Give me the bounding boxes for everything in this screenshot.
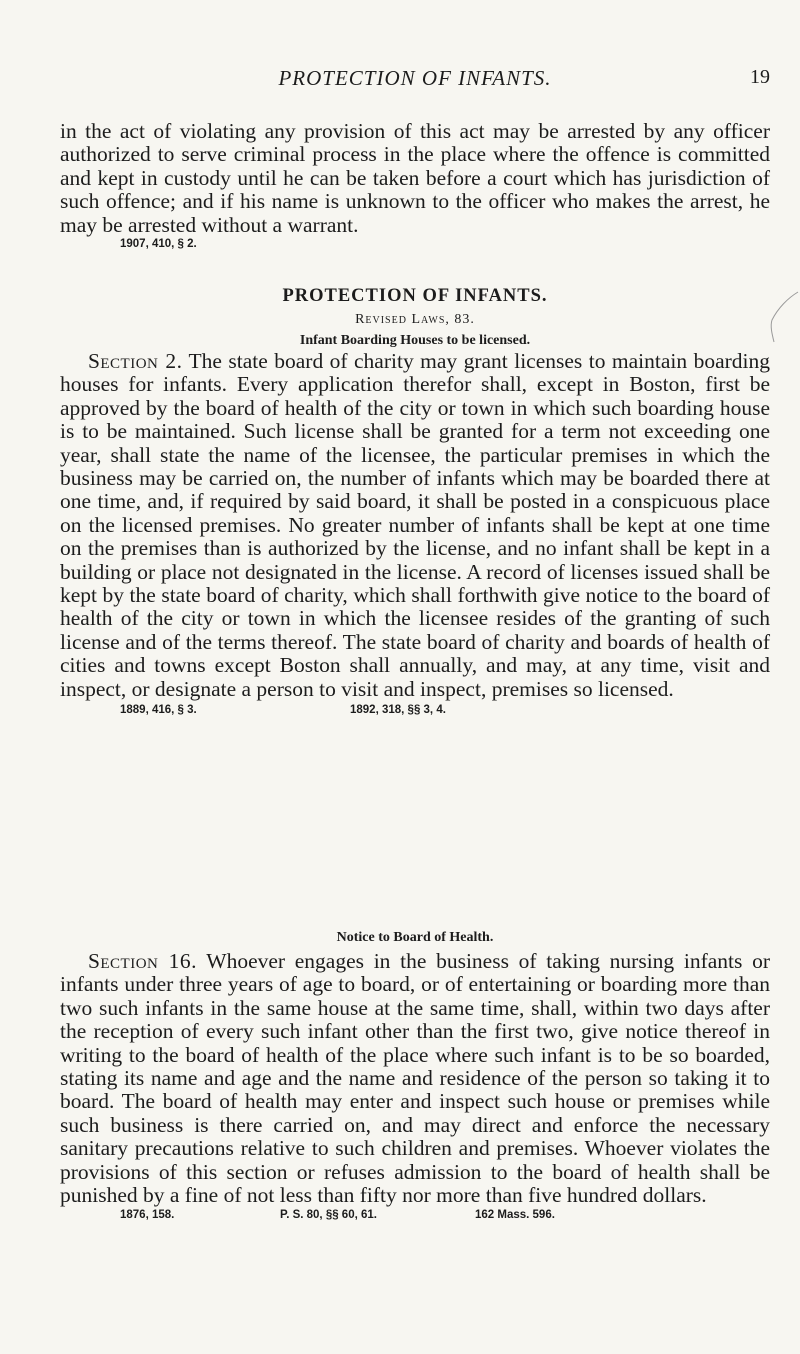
section-16-label: Section 16. bbox=[87, 949, 197, 973]
section-16-sidenote: Notice to Board of Health. bbox=[336, 930, 494, 945]
section-2 bbox=[60, 350, 770, 722]
section-2-paragraph bbox=[60, 350, 770, 701]
section-2-citation-2: 1892, 318, §§ 3, 4. bbox=[350, 704, 446, 717]
running-title: PROTECTION OF INFANTS. bbox=[278, 66, 552, 90]
margin-mark-icon bbox=[770, 290, 800, 350]
chapter-subheading: Revised Laws, 83. bbox=[355, 312, 475, 327]
section-16-citation-2: P. S. 80, §§ 60, 61. bbox=[280, 1209, 377, 1222]
section-2-citation-1: 1889, 416, § 3. bbox=[120, 704, 197, 717]
running-head bbox=[60, 66, 770, 96]
section-16-citation-3: 162 Mass. 596. bbox=[475, 1209, 555, 1222]
section-2-label: Section 2. bbox=[87, 349, 183, 373]
section-2-citations bbox=[60, 704, 770, 722]
section-2-sidenote: Infant Boarding Houses to be licensed. bbox=[299, 333, 531, 348]
chapter-header bbox=[60, 286, 770, 349]
section-16-citations bbox=[60, 1209, 770, 1227]
page-number: 19 bbox=[750, 66, 770, 88]
section-16-paragraph bbox=[60, 950, 770, 1207]
intro-paragraph: in the act of violating any provision of this act may be arrested by any officer authorized to serve criminal process in the place where the offence is committed and kept in custody until he can be taken before a court which has jurisdiction of such offence; and if his name is unknown to the officer who makes the arrest, he may be arrested without a warrant. bbox=[60, 119, 770, 237]
intro-block bbox=[60, 120, 770, 250]
section-16-text: Whoever engages in the business of taking nursing infants or infants under three years of age to board, or of entertaining or boarding more than two such infants in the same house at the same time, shall, within two days after the reception of every such infant other than the first two, give notice thereof in writing to the board of health of the place where such infant is to be so boarded, stating its name and age and the name and residence of the person so taking it to board. The board of health may enter and inspect such house or premises while such business is there carried on, and may direct and enforce the necessary sanitary precautions relative to such children and premises. Whoever violates the provisions of this section or refuses admission to the board of health shall be punished by a fine of not less than fifty nor more than five hundred dollars. bbox=[60, 949, 770, 1208]
intro-citation: 1907, 410, § 2. bbox=[120, 238, 197, 251]
section-16 bbox=[60, 930, 770, 1227]
chapter-heading: PROTECTION OF INFANTS. bbox=[282, 286, 548, 306]
section-2-text: The state board of charity may grant licenses to maintain boarding houses for infants. Every application therefor shall, except in Boston, first be approved by the board of health of the city or town in which such boarding house is to be maintained. Such license shall be granted for a term not exceeding one year, shall state the name of the licensee, the particular premises in which the business may be carried on, the number of infants which may be boarded there at one time, and, if required by said board, it shall be posted in a conspicuous place on the licensed premises. No greater number of infants shall be kept at one time on the premises than is authorized by the license, and no infant shall be kept in a building or place not designated in the license. A record of licenses issued shall be kept by the state board of charity, which shall forthwith give notice to the board of health of the city or town in which the licensee resides of the granting of such license and of the terms thereof. The state board of charity and boards of health of cities and towns except Boston shall annually, and may, at any time, visit and inspect, or designate a person to visit and inspect, premises so licensed. bbox=[60, 349, 770, 701]
section-16-citation-1: 1876, 158. bbox=[120, 1209, 175, 1222]
